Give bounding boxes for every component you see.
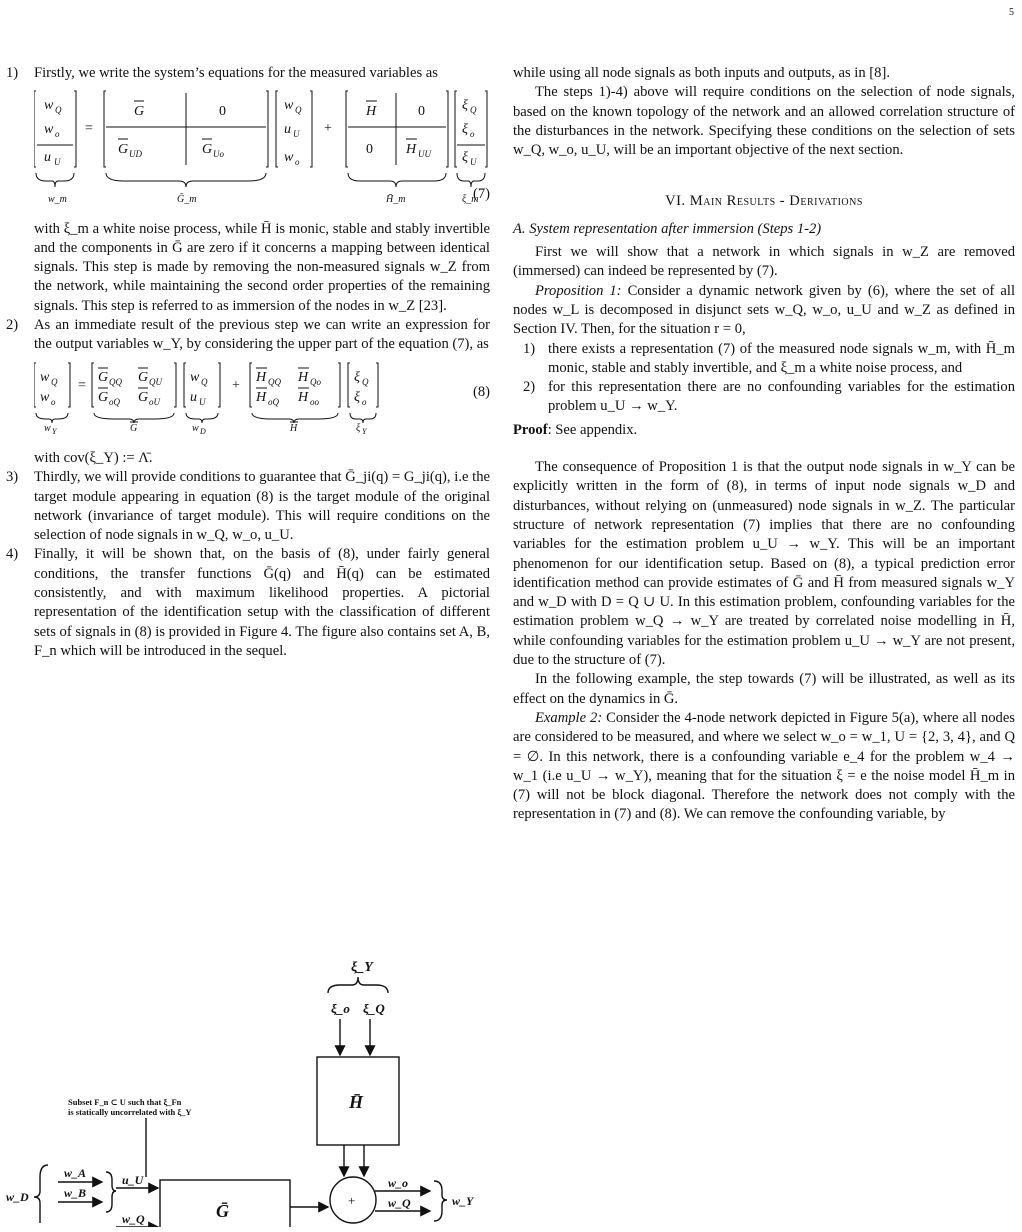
svg-text:ξ: ξ <box>356 422 361 434</box>
equation-7-graphic <box>34 87 490 209</box>
paragraph-immersion: First we will show that a network in which signals in w_Z are removed (immersed) can indeed be represented by (7). <box>513 244 1015 280</box>
label-wd: w_D <box>6 1190 29 1204</box>
svg-text:0: 0 <box>366 142 373 158</box>
step-2-number: 2) <box>6 317 19 334</box>
svg-text:0: 0 <box>418 104 425 120</box>
proof <box>513 421 1015 440</box>
step-1-number: 1) <box>6 65 19 81</box>
proposition-item-2-text: for this representation there are no confounding variables for the estimation problem u_U → w_Y. <box>548 379 1015 415</box>
svg-text:G: G <box>130 422 138 434</box>
svg-text:oU: oU <box>149 396 160 407</box>
equation-7-number: (7) <box>472 186 490 203</box>
svg-text:w: w <box>284 150 294 166</box>
svg-text:w: w <box>190 369 200 385</box>
label-xi-q: ξ_Q <box>363 1001 385 1016</box>
svg-text:Q: Q <box>51 376 58 387</box>
svg-text:G: G <box>118 142 129 158</box>
svg-text:w: w <box>284 98 294 114</box>
svg-text:G: G <box>134 104 145 120</box>
svg-text:oQ: oQ <box>268 396 279 407</box>
identification-setup-diagram <box>6 955 490 1227</box>
svg-text:H: H <box>298 389 309 405</box>
svg-text:o: o <box>362 396 367 407</box>
step-3-text: Thirdly, we will provide conditions to guarantee that Ḡ_ji(q) = G_ji(q), i.e the target module appearing in equation (8) is the target module of the original network (invariance of target module). This will require conditions on the selection of node signals in w_Q, w_o, u_U. <box>34 469 490 544</box>
svg-text:H: H <box>290 422 298 434</box>
proposition-item-1-number: 1) <box>523 340 536 357</box>
g-label: Ḡ <box>216 1201 229 1221</box>
step-1-text: Firstly, we write the system’s equations for the measured variables as <box>34 65 438 81</box>
proof-label: Proof <box>513 421 548 438</box>
svg-text:0: 0 <box>219 104 226 120</box>
svg-text:G: G <box>202 142 213 158</box>
svg-text:oQ: oQ <box>109 396 120 407</box>
label-xim: ξ_m <box>462 194 479 206</box>
svg-text:QU: QU <box>149 376 162 387</box>
proposition-1-text: Consider a dynamic network given by (6), where the set of all nodes w_L is decomposed in disjunct sets w_Q, w_o, u_U and w_Z as defined in Section IV. Then, for the situation r = 0, <box>513 282 1015 338</box>
h-label: H̄ <box>349 1092 364 1112</box>
svg-text:Qo: Qo <box>310 376 321 387</box>
svg-text:Y: Y <box>362 426 367 436</box>
svg-text:w: w <box>40 369 50 385</box>
svg-text:Q: Q <box>362 376 369 387</box>
svg-text:w: w <box>44 422 51 434</box>
svg-text:w: w <box>192 422 199 434</box>
step-4-text: Finally, it will be shown that, on the basis of (8), under fairly general conditions, the transfer functions Ḡ(q) and H̄(q) can be estimated consistently, and with maximum likelihood properties. A pictorial representation of the identification setup with the classification of different sets of signals in (8) is provided in Figure 4. The figure also contains set A, B, F_n which will be introduced in the sequel. <box>34 546 490 659</box>
paragraph-steps: The steps 1)-4) above will require conditions on the selection of node signals, based on the known topology of the network and an allowed correlation structure of the disturbances in the network. Specifying these conditions on the selection of sets w_Q, w_o, u_U, will be an important objective of the next section. <box>513 84 1015 159</box>
paragraph-consequence: The consequence of Proposition 1 is that the output node signals in w_Y can be explicitly written in the form of (8), in terms of input node signals w_D and disturbances, without relying on (unmeasured) node signals in w_Z. The particular structure of network representation (7) implies that there are no confounding variables for the estimation problem u_U → w_Y. This will be an important phenomenon for our identification setup. Based on (8), a typical prediction error identification method can provide estimates of Ḡ and H̄ from measured signals w_Y and w_D with D = Q ∪ U. In this estimation problem, confounding variables for the estimation problem w_Q → w_Y are treated by correlated noise modelling in H̄, while confounding variables for the estimation problem u_U → w_Y are not present, due to the structure of (7). <box>513 459 1015 669</box>
label-xi-o: ξ_o <box>331 1001 350 1016</box>
label-gm: Ḡ_m <box>177 194 197 206</box>
proposition-1 <box>513 282 1015 340</box>
proof-text: : See appendix. <box>547 421 638 438</box>
svg-text:H: H <box>256 389 267 405</box>
svg-text:QQ: QQ <box>109 376 122 387</box>
step-2 <box>6 316 490 468</box>
svg-text:=: = <box>85 121 93 137</box>
svg-text:UD: UD <box>129 149 142 160</box>
subset-annotation-line1: Subset F_n ⊂ U such that ξ_Fn <box>68 1097 182 1107</box>
svg-text:U: U <box>470 157 477 168</box>
subsection-heading: A. System representation after immersion (Steps 1-2) <box>513 220 822 237</box>
svg-text:U: U <box>199 396 206 407</box>
svg-text:Q: Q <box>201 376 208 387</box>
svg-text:u: u <box>284 122 291 138</box>
svg-text:ξ: ξ <box>462 122 468 138</box>
step-3-number: 3) <box>6 469 19 486</box>
label-wb: w_B <box>64 1186 87 1200</box>
svg-text:o: o <box>470 129 475 140</box>
equation-7 <box>34 87 490 215</box>
proposition-1-label: Proposition 1: <box>535 282 622 299</box>
svg-text:ξ: ξ <box>462 98 468 114</box>
svg-text:G: G <box>98 369 109 385</box>
equation-8-number: (8) <box>472 383 490 400</box>
svg-text:o: o <box>295 157 300 168</box>
label-hm: H̄_m <box>386 194 406 206</box>
svg-text:w: w <box>40 389 50 405</box>
paragraph-continuation: while using all node signals as both inputs and outputs, as in [8]. <box>513 65 890 81</box>
proposition-item-1-text: there exists a representation (7) of the measured node signals w_m, with H̄_m monic, stable and stably invertible, and ξ_m a white noise process, and <box>548 340 1015 376</box>
label-wq-out: w_Q <box>388 1196 411 1210</box>
svg-text:U: U <box>293 129 300 140</box>
right-column <box>513 64 1015 825</box>
svg-text:Q: Q <box>295 105 302 116</box>
svg-text:QQ: QQ <box>268 376 281 387</box>
svg-text:w: w <box>44 122 54 138</box>
section-heading: VI. Main Results - Derivations <box>665 193 863 210</box>
svg-text:H: H <box>366 104 377 120</box>
step-4 <box>6 545 490 661</box>
label-wy: w_Y <box>452 1194 474 1208</box>
equation-8 <box>34 359 490 445</box>
svg-text:u: u <box>190 389 197 405</box>
svg-text:H: H <box>406 142 417 158</box>
step-2-text: As an immediate result of the previous step we can write an expression for the output variables w_Y, by considering the upper part of the equation (7), as <box>34 317 490 353</box>
adder-plus: + <box>348 1193 356 1208</box>
step-1-after: with ξ_m a white noise process, while H̄ is monic, stable and stably invertible and the components in Ḡ are zero if it concerns a mapping between identical signals. This step is made by removing the non-measured signals w_Z from the network, while maintaining the second order properties of the remaining signals. This step is referred to as immersion of the nodes in w_Z [23]. <box>34 220 490 314</box>
step-2-after: with cov(ξ_Y) := Λ̄. <box>34 449 153 466</box>
svg-text:+: + <box>232 377 240 393</box>
svg-text:ξ: ξ <box>462 150 468 166</box>
step-4-number: 4) <box>6 546 19 563</box>
svg-text:o: o <box>51 396 56 407</box>
svg-text:oo: oo <box>310 396 319 407</box>
step-3 <box>6 468 490 545</box>
figure-4-diagram <box>6 955 490 1227</box>
svg-text:G: G <box>98 389 109 405</box>
subset-annotation-line2: is statically uncorrelated with ξ_Y <box>68 1107 192 1117</box>
svg-text:U: U <box>54 157 61 168</box>
label-uu: u_U <box>122 1173 144 1187</box>
proposition-item-2-number: 2) <box>523 379 536 396</box>
svg-text:Q: Q <box>470 105 477 116</box>
svg-text:ξ: ξ <box>354 389 360 405</box>
page-number: 5 <box>1009 7 1014 18</box>
svg-text:u: u <box>44 150 51 166</box>
svg-text:UU: UU <box>418 149 431 160</box>
step-1 <box>6 64 490 316</box>
svg-text:=: = <box>78 377 86 393</box>
svg-text:w: w <box>44 98 54 114</box>
svg-text:G: G <box>138 389 149 405</box>
svg-text:Y: Y <box>52 426 57 436</box>
label-wq-in: w_Q <box>122 1212 145 1226</box>
svg-text:Uo: Uo <box>213 149 224 160</box>
label-xi-y: ξ_Y <box>351 960 373 975</box>
svg-text:H: H <box>256 369 267 385</box>
example-2-text: Consider the 4-node network depicted in Figure 5(a), where all nodes are considered to be measured, and where we select w_o = w_1, U = {2, 3, 4}, and Q = ∅. In this network, there is a confounding variable e_4 for the problem w_4 → w_1 (i.e u_U → w_Y), meaning that for the situation ξ = e the noise model H̄_m in (7) will not be block diagonal. Therefore the network does not comply with the representation in (7) and (8). We can remove the confounding variable, by <box>513 709 1015 823</box>
label-wa: w_A <box>64 1166 87 1180</box>
label-wm: w_m <box>48 194 67 206</box>
svg-text:Q: Q <box>55 105 62 116</box>
label-wo-out: w_o <box>388 1176 409 1190</box>
svg-text:+: + <box>324 121 332 137</box>
example-2 <box>513 709 1015 825</box>
svg-text:ξ: ξ <box>354 369 360 385</box>
left-column <box>6 64 490 661</box>
svg-text:D: D <box>200 426 206 436</box>
svg-text:G: G <box>138 369 149 385</box>
proposition-item-2 <box>513 378 1015 417</box>
example-2-label: Example 2: <box>535 709 603 726</box>
paragraph-example-intro: In the following example, the step towards (7) will be illustrated, as well as its effect on the dynamics in Ḡ. <box>513 671 1015 707</box>
svg-text:H: H <box>298 369 309 385</box>
proposition-item-1 <box>513 340 1015 379</box>
svg-text:o: o <box>55 129 60 140</box>
equation-8-graphic <box>34 359 464 439</box>
